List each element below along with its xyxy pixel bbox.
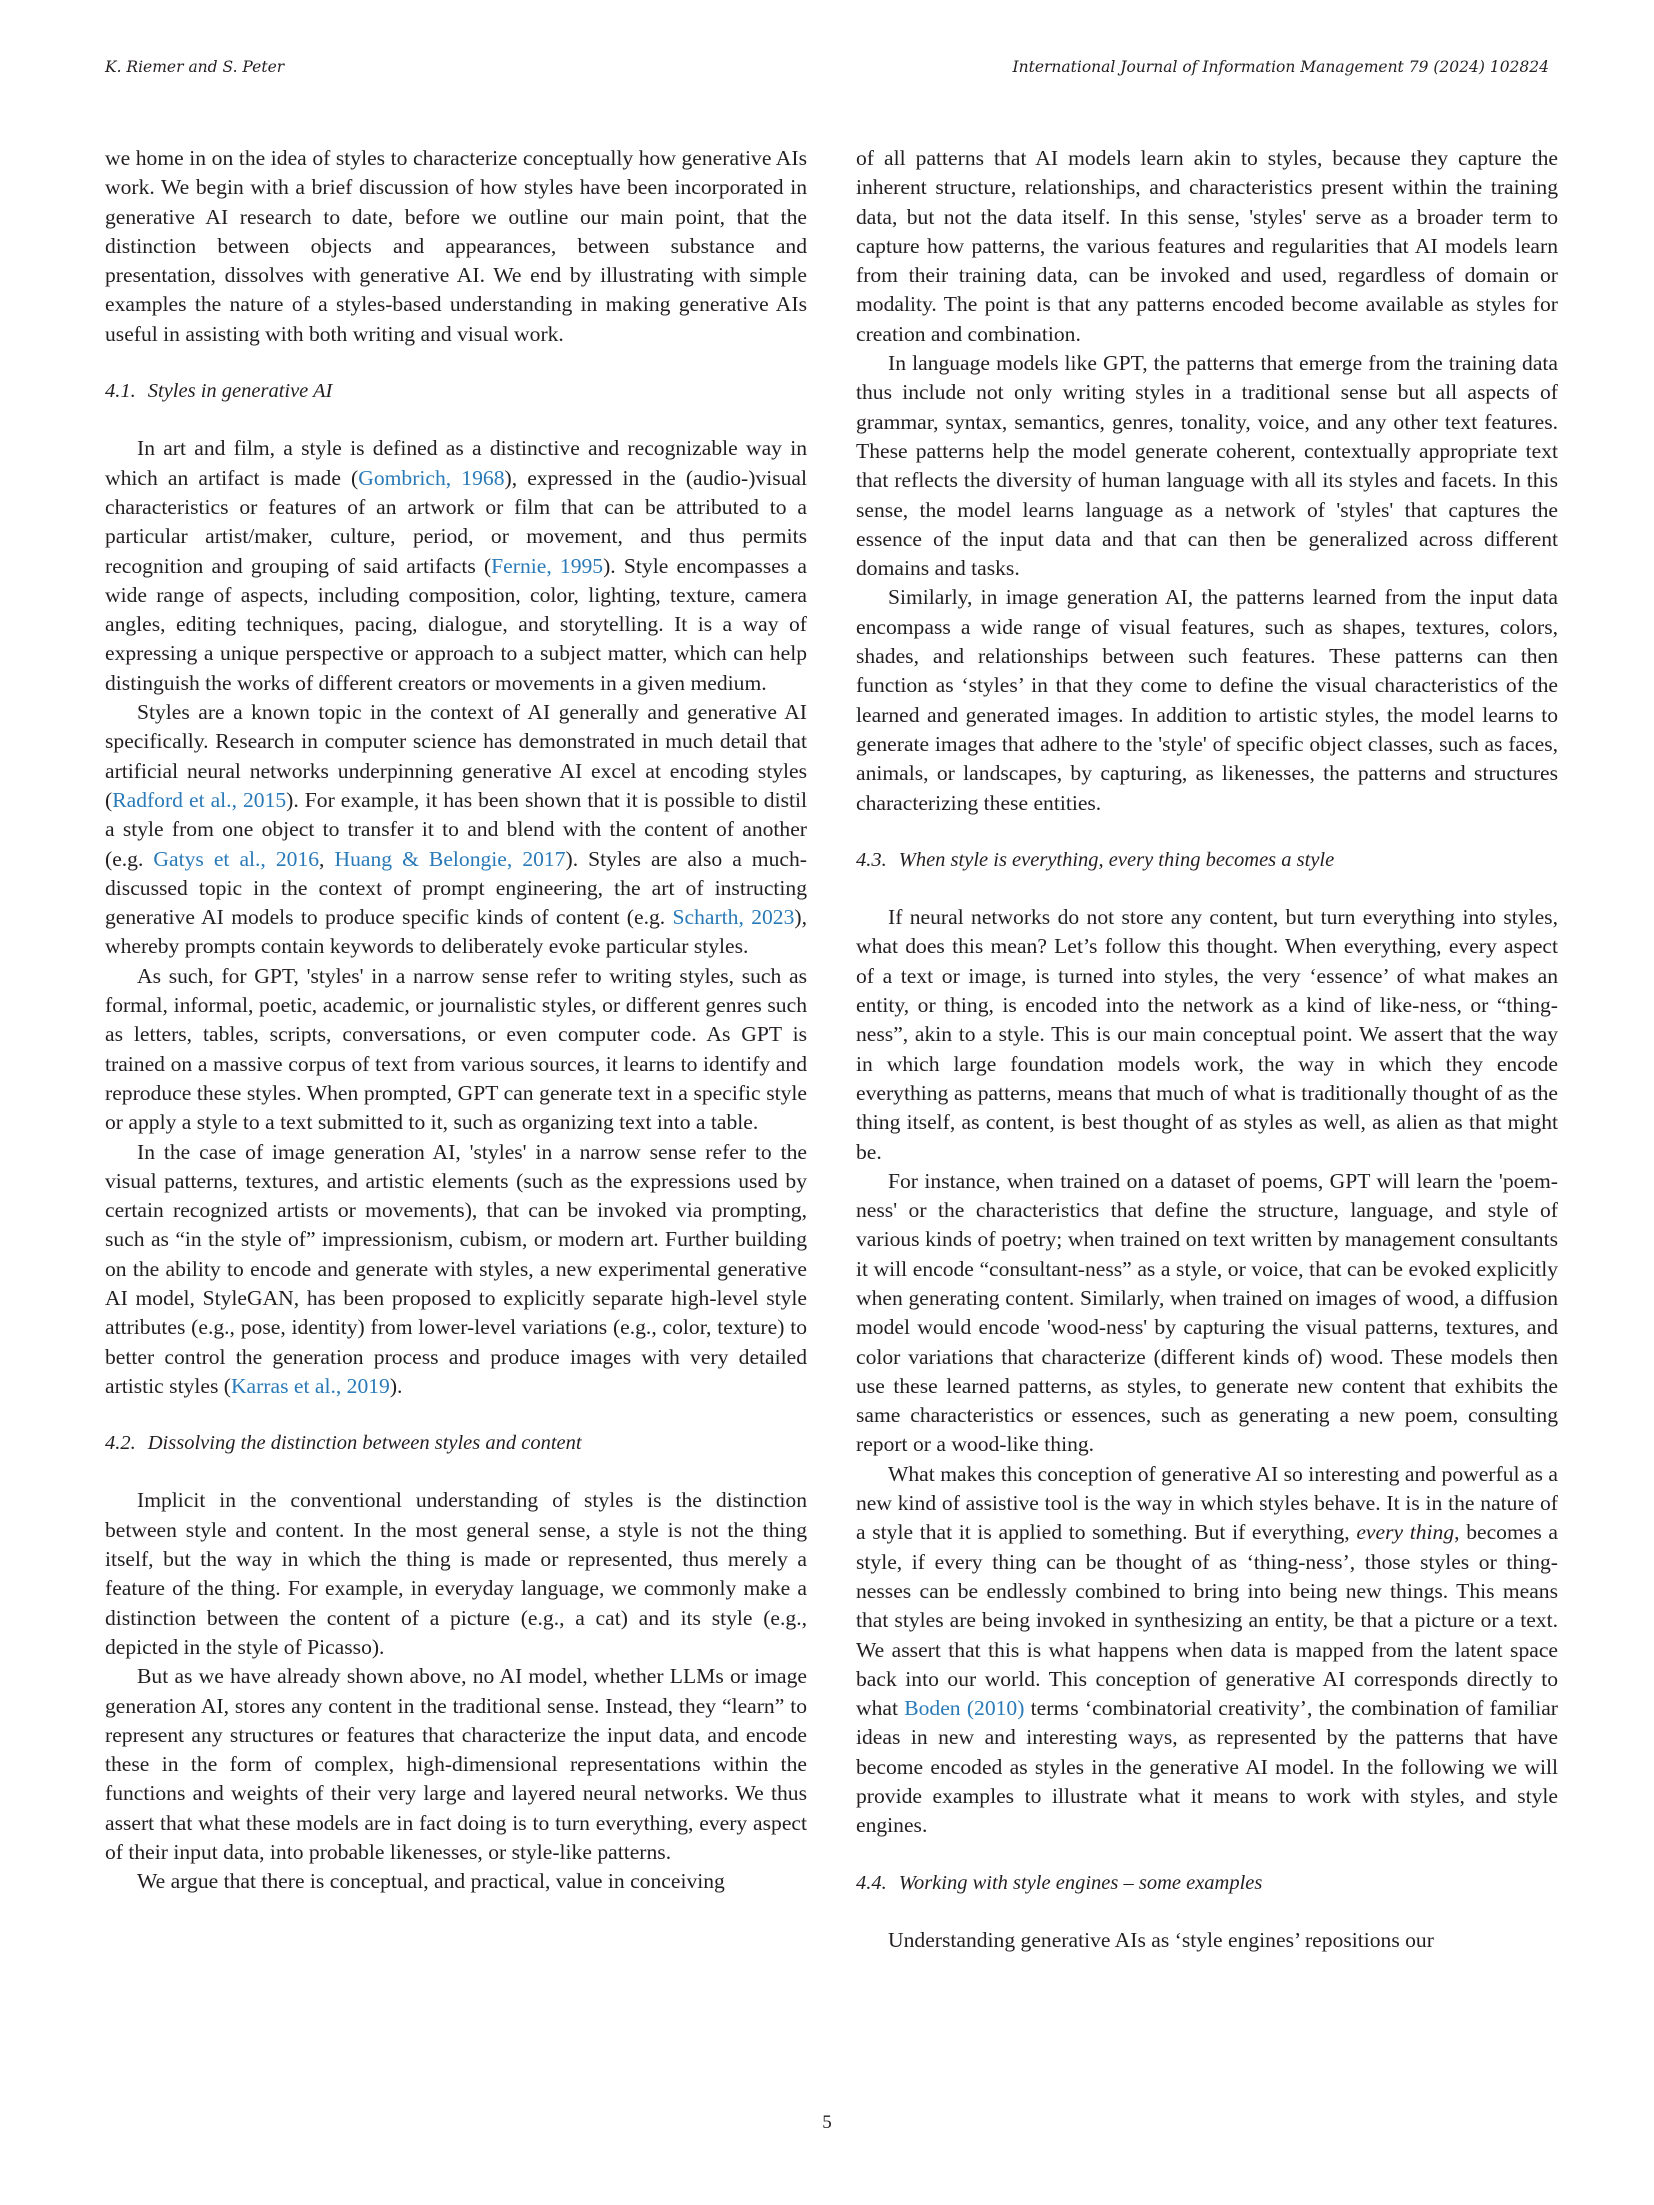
section-heading-4-4: 4.4. Working with style engines – some examples <box>856 1871 1263 1894</box>
running-head-journal: International Journal of Information Management 79 (2024) 102824 <box>1012 58 1549 76</box>
paragraph: of all patterns that AI models learn akin to styles, because they capture the inherent structure, relationships, and characteristics present within the training data, but not the data itself. In this sense, 'styles' serve as a broader term to capture how patterns, the various features and regularities that AI models learn from their training data, can be invoked and used, regardless of domain or modality. The point is that any patterns encoded become available as styles for creation and combination. <box>856 146 1558 346</box>
paragraph: In language models like GPT, the patterns that emerge from the training data thus include not only writing styles in a traditional sense but all aspects of grammar, syntax, semantics, genres, tonality, voice, and any other text features. These patterns help the model generate coherent, contextually appropriate text that reflects the diversity of human language with all its styles and facets. In this sense, the model learns language as a network of 'styles' that captures the essence of the input data and that can then be generalized across different domains and tasks. <box>856 351 1558 581</box>
citation-link[interactable]: Huang & Belongie, 2017 <box>334 846 566 871</box>
section-heading-4-3: 4.3. When style is everything, every thing becomes a style <box>856 848 1335 871</box>
citation-link[interactable]: Radford et al., 2015 <box>112 787 287 812</box>
section-heading-4-1: 4.1. Styles in generative AI <box>105 380 333 403</box>
running-head <box>105 58 1549 84</box>
running-head-authors: K. Riemer and S. Peter <box>105 58 285 76</box>
paragraph: For instance, when trained on a dataset of poems, GPT will learn the 'poem-ness' or the characteristics that define the structure, language, and style of various kinds of poetry; when trained on text written by management consultants it will encode “consultant-ness” as a style, or voice, that can be evoked explicitly when generating content. Similarly, when trained on images of wood, a diffusion model would encode 'wood-ness' by capturing the visual patterns, textures, and color variations that characterize (different kinds of) wood. These models then use these learned patterns, as styles, to generate new content that exhibits the same characteristics or essences, such as generating a new poem, consulting report or a wood-like thing. <box>856 1168 1558 1457</box>
paragraph: In art and film, a style is defined as a distinctive and recognizable way in which an artifact is made (Gombrich, 1968), expressed in the (audio-)visual characteristics or features of an artwork or film that can be attributed to a particular artist/maker, culture, period, or movement, and thus permits recognition and grouping of said artifacts (Fernie, 1995). Style encompasses a wide range of aspects, including composition, color, lighting, texture, camera angles, editing techniques, pacing, dialogue, and storytelling. It is a way of expressing a unique perspective or approach to a subject matter, which can help distinguish the works of different creators or movements in a given medium. <box>105 436 807 695</box>
citation-link[interactable]: Gatys et al., 2016 <box>153 846 320 871</box>
section-heading-4-2: 4.2. Dissolving the distinction between styles and content <box>105 1432 582 1455</box>
page-number: 5 <box>822 2112 832 2133</box>
citation-link[interactable]: Boden (2010) <box>904 1696 1025 1721</box>
paragraph: In the case of image generation AI, 'styles' in a narrow sense refer to the visual patterns, textures, and artistic elements (such as the expressions used by certain recognized artists or movements), that can be invoked via prompting, such as “in the style of” impressionism, cubism, or modern art. Further building on the ability to encode and generate with styles, a new experimental generative AI model, StyleGAN, has been proposed to explicitly separate high-level style attributes (e.g., pose, identity) from lower-level variations (e.g., color, texture) to better control the generation process and produce images with very detailed artistic styles (Karras et al., 2019). <box>105 1139 807 1398</box>
paragraph: Similarly, in image generation AI, the patterns learned from the input data encompass a wide range of visual features, such as shapes, textures, colors, shades, and relationships between such features. These patterns can then function as ‘styles’ in that they come to define the visual characteristics of the learned and generated images. In addition to artistic styles, the model learns to generate images that adhere to the 'style' of specific object classes, such as faces, animals, or landscapes, by capturing, as likenesses, the patterns and structures characterizing these entities. <box>856 585 1558 815</box>
right-column <box>856 144 1558 1955</box>
emphasis: every thing <box>1356 1520 1455 1545</box>
paragraph: Implicit in the conventional understanding of styles is the distinction between style and content. In the most general sense, a style is not the thing itself, but the way in which the thing is made or represented, thus merely a feature of the thing. For example, in everyday language, we commonly make a distinction between the content of a picture (e.g., a cat) and its style (e.g., depicted in the style of Picasso). <box>105 1488 807 1659</box>
paragraph: But as we have already shown above, no AI model, whether LLMs or image generation AI, stores any content in the traditional sense. Instead, they “learn” to represent any structures or features that characterize the input data, and encode these in the form of complex, high-dimensional representations within the functions and weights of their very large and layered neural networks. We thus assert that what these models are in fact doing is to turn everything, every aspect of their input data, into probable likenesses, or style-like patterns. <box>105 1664 807 1865</box>
paragraph: Understanding generative AIs as ‘style engines’ repositions our <box>888 1927 1434 1952</box>
paragraph: As such, for GPT, 'styles' in a narrow sense refer to writing styles, such as formal, informal, poetic, academic, or journalistic styles, or different genres such as letters, tables, scripts, conversations, or even computer code. As GPT is trained on a massive corpus of text from various sources, it learns to identify and reproduce these styles. When prompted, GPT can generate text in a specific style or apply a style to a text submitted to it, such as organizing text into a table. <box>105 963 807 1135</box>
citation-link[interactable]: Scharth, 2023 <box>672 905 795 930</box>
paragraph: we home in on the idea of styles to characterize conceptually how generative AIs work. We begin with a brief discussion of how styles have been incorporated in generative AI research to date, before we outline our main point, that the distinction between objects and appearances, between substance and presentation, dissolves with generative AI. We end by illustrating with simple examples the nature of a styles-based understanding in making generative AIs useful in assisting with both writing and visual work. <box>105 146 807 346</box>
paragraph: If neural networks do not store any content, but turn everything into styles, what does this mean? Let’s follow this thought. When everything, every aspect of a text or image, is turned into styles, the very ‘essence’ of what makes an entity, or thing, is encoded into the network as a kind of like-ness, or “thing-ness”, akin to a style. This is our main conceptual point. We assert that the way in which large foundation models work, the way in which they encode everything as patterns, means that much of what is traditionally thought of as the thing itself, as content, is best thought of as styles as well, as alien as that might be. <box>856 905 1558 1164</box>
paragraph: We argue that there is conceptual, and practical, value in conceiving <box>137 1869 725 1894</box>
citation-link[interactable]: Karras et al., 2019 <box>230 1373 390 1398</box>
paragraph: Styles are a known topic in the context of AI generally and generative AI specifically. Research in computer science has demonstrated in much detail that artificial neural networks underpinning generative AI excel at encoding styles (Radford et al., 2015). For example, it has been shown that it is possible to distil a style from one object to transfer it to and blend with the content of another (e.g. Gatys et al., 2016, Huang & Belongie, 2017). Styles are also a much-discussed topic in the context of prompt engineering, the art of instructing generative AI models to produce specific kinds of content (e.g. Scharth, 2023), whereby prompts contain keywords to deliberately evoke particular styles. <box>105 700 807 959</box>
citation-link[interactable]: Fernie, 1995 <box>491 553 604 578</box>
left-column <box>105 144 807 1897</box>
paragraph: What makes this conception of generative AI so interesting and powerful as a new kind of assistive tool is the way in which styles behave. It is in the nature of a style that it is applied to something. But if everything, every thing, becomes a style, if every thing can be thought of as ‘thing-ness’, those styles or thing-nesses can be endlessly combined to bring into being new things. This means that styles are being invoked in synthesizing an entity, be that a picture or a text. We assert that this is what happens when data is mapped from the latent space back into our world. This conception of generative AI corresponds directly to what Boden (2010) terms ‘combinatorial creativity’, the combination of familiar ideas in new and interesting ways, as represented by the patterns that have become encoded as styles in the generative AI model. In the following we will provide examples to illustrate what it means to work with styles, and style engines. <box>856 1461 1559 1838</box>
citation-link[interactable]: Gombrich, 1968 <box>358 465 505 490</box>
